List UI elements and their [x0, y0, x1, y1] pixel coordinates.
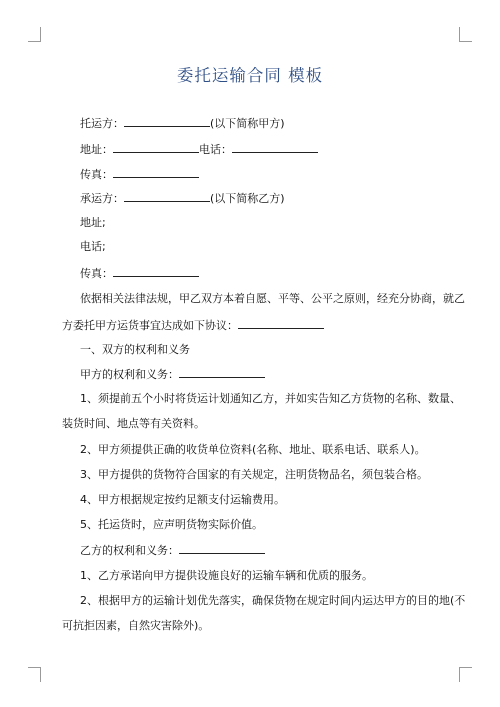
carrier-blank[interactable]	[124, 191, 210, 202]
party-a-item-5: 5、托运货时，应声明货物实际价值。	[80, 518, 263, 531]
party-b-item-2-line-1: 2、根据甲方的运输计划优先落实，确保货物在规定时间内运达甲方的目的地(不	[80, 594, 466, 607]
carrier-phone: 电话;	[80, 240, 106, 253]
intro-line-1: 依据相关法律法规，甲乙双方本着自愿、平等、公平之原则，经充分协商，就乙	[80, 292, 465, 305]
address-blank[interactable]	[113, 142, 199, 153]
intro-line-2	[62, 318, 324, 333]
intro-blank[interactable]	[238, 318, 324, 329]
carrier-fax-line	[80, 266, 199, 281]
party-b-label: 乙方的权利和义务：	[80, 544, 179, 557]
document-title: 委托运输合同 模板	[176, 66, 324, 85]
corner-mark-top-right	[459, 27, 472, 42]
carrier-label: 承运方：	[80, 192, 124, 205]
intro-text: 方委托甲方运货事宜达成如下协议：	[62, 319, 238, 332]
party-b-heading	[80, 543, 265, 558]
party-a-label: 甲方的权利和义务：	[80, 368, 179, 381]
party-a-item-3: 3、甲方提供的货物符合国家的有关规定，注明货物品名，须包装合格。	[80, 468, 428, 481]
party-b-item-1: 1、乙方承诺向甲方提供设施良好的运输车辆和优质的服务。	[80, 569, 373, 582]
shipper-label: 托运方：	[80, 117, 124, 130]
party-a-item-1-line-1: 1、须提前五个小时将货运计划通知乙方，并如实告知乙方货物的名称、数量、	[80, 392, 461, 405]
fax-blank[interactable]	[113, 167, 199, 178]
party-a-item-4: 4、甲方根据规定按约足额支付运输费用。	[80, 493, 285, 506]
corner-mark-bottom-right	[459, 667, 472, 682]
party-a-item-1-line-2: 装货时间、地点等有关资料。	[62, 417, 205, 430]
party-a-item-2: 2、甲方须提供正确的收货单位资料(名称、地址、联系电话、联系人)。	[80, 443, 426, 456]
carrier-fax-blank[interactable]	[113, 266, 199, 277]
corner-mark-bottom-left	[28, 667, 41, 682]
section-rights-heading: 一、双方的权利和义务	[80, 343, 190, 356]
shipper-note: (以下简称甲方)	[210, 117, 285, 130]
party-a-heading	[80, 367, 265, 382]
carrier-note: (以下简称乙方)	[210, 192, 285, 205]
shipper-line	[80, 116, 285, 131]
carrier-fax-label: 传真：	[80, 267, 113, 280]
fax-label: 传真：	[80, 168, 113, 181]
shipper-blank[interactable]	[124, 116, 210, 127]
party-a-blank[interactable]	[179, 367, 265, 378]
phone-blank[interactable]	[232, 142, 318, 153]
corner-mark-top-left	[28, 27, 41, 42]
carrier-line	[80, 191, 285, 206]
carrier-address: 地址;	[80, 216, 106, 229]
address-phone-line	[80, 142, 318, 157]
fax-line	[80, 167, 199, 182]
party-b-item-2-line-2: 可抗拒因素，自然灾害除外)。	[62, 619, 210, 632]
phone-label: 电话：	[199, 143, 232, 156]
address-label: 地址：	[80, 143, 113, 156]
party-b-blank[interactable]	[179, 543, 265, 554]
